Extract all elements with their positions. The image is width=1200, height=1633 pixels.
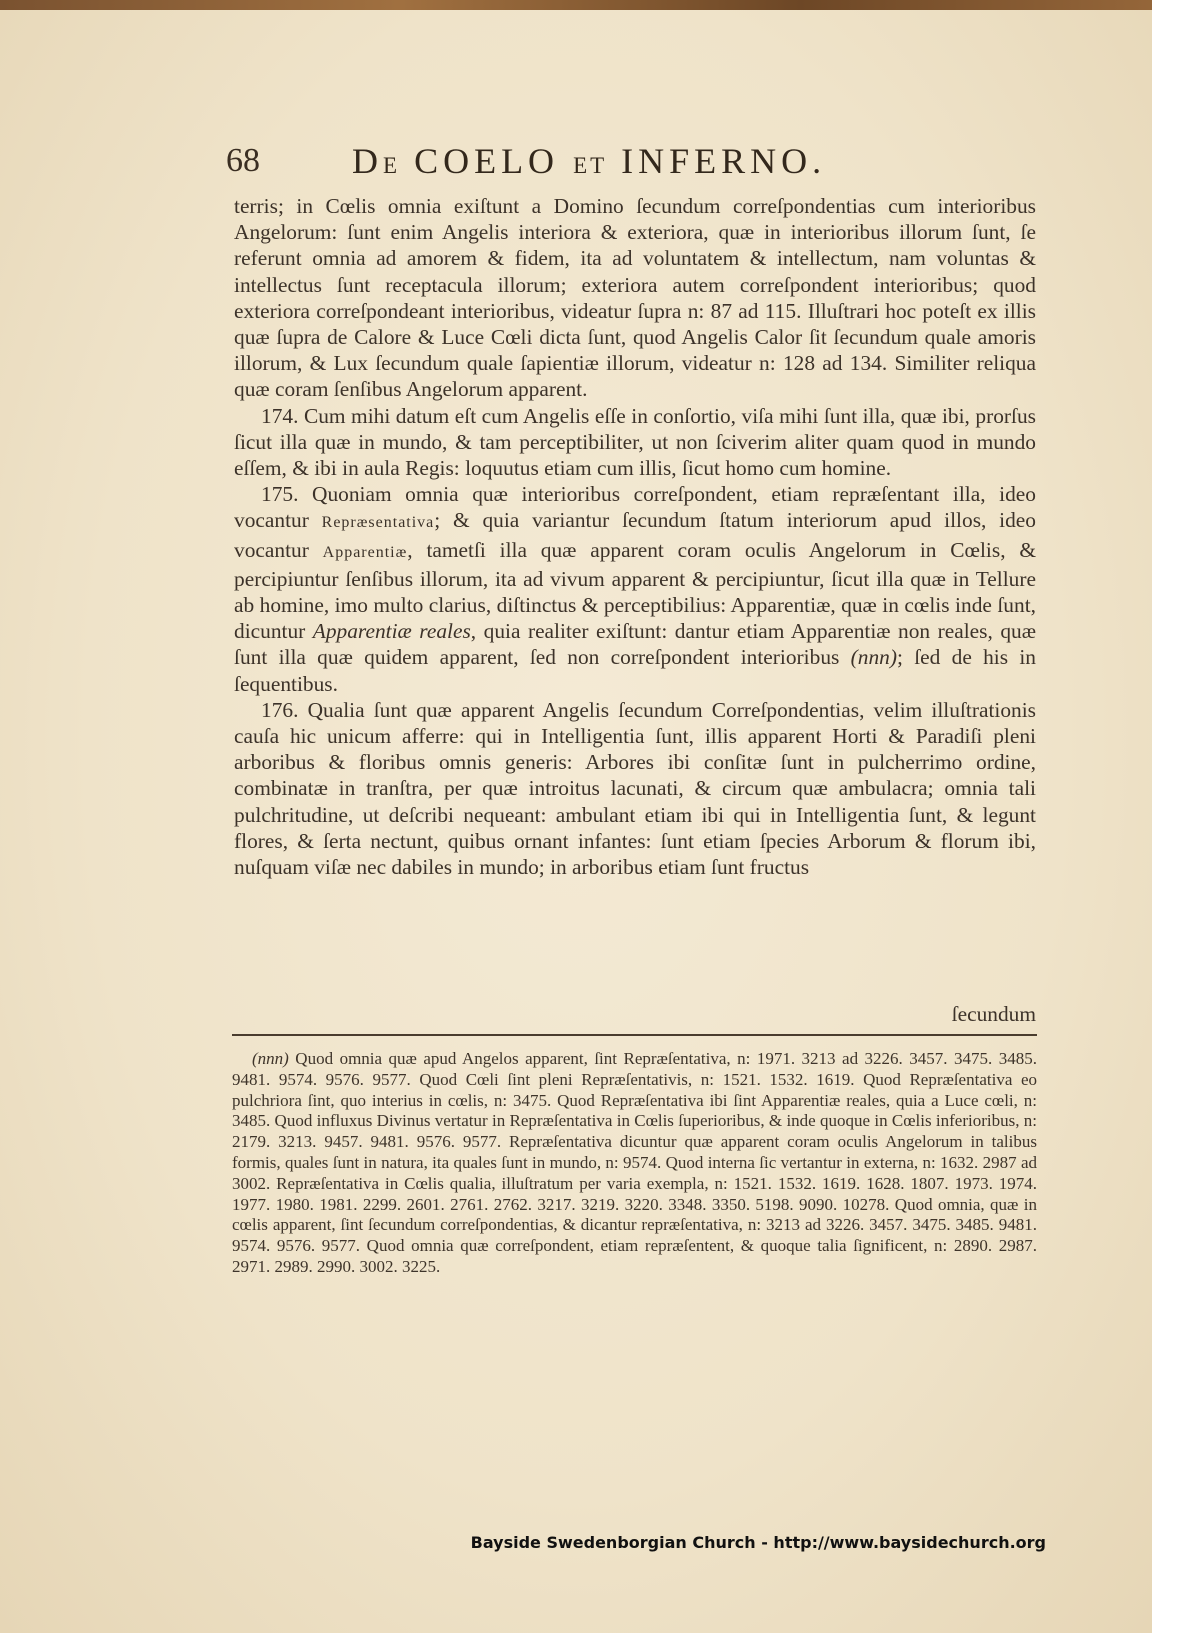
title-inferno: INFERNO. bbox=[621, 141, 827, 181]
book-edge-band bbox=[0, 0, 1200, 10]
title-coelo: COELO bbox=[414, 141, 560, 181]
term-apparentiae-reales: Apparentiæ reales bbox=[312, 619, 471, 644]
p175-text-e: , tametſi illa quæ apparent coram oculis Angelorum in Cœlis, & percipiuntur ſenſibus illorum, ita ad vivum apparent & percipiuntur, ſicut illa quæ in Tellure ab homine, imo multo clarius, diſtinctus & perceptibilius: Apparentiæ, quæ in cœlis inde ſunt, dicuntur bbox=[234, 537, 1036, 644]
catchword: ſecundum bbox=[951, 1002, 1036, 1026]
p175-text-g: , quia realiter exiſtunt: dantur etiam Apparentiæ non reales, quæ ſunt illa quæ quidem apparent, ſed non correſpondent interioribus bbox=[234, 619, 1036, 670]
running-title bbox=[352, 140, 826, 182]
footnote-paragraph bbox=[232, 1049, 1037, 1278]
paragraph-174: 174. Cum mihi datum eſt cum Angelis eſſe in conſortio, viſa mihi ſunt illa, quæ ibi, prorſus ſicut illa quæ in mundo, & tam perceptibiliter, ut non ſciverim aliter quam quod in mundo eſſem, & ibi in aula Regis: loquutus etiam cum illis, ſicut homo cum homine. bbox=[234, 403, 1036, 481]
title-de-small: E bbox=[383, 153, 401, 178]
p175-text-i: ; ſed de his in ſequentibus. bbox=[234, 645, 1036, 696]
paragraph-176: 176. Qualia ſunt quæ apparent Angelis ſecundum Correſpondentias, velim illuſtrationis cauſa hic unicum afferre: qui in Intelligentia ſunt, illis apparent Horti & Paradiſi pleni arboribus & floribus omnis generis: Arbores ibi conſitæ ſunt in pulcherrimo ordine, combinatæ in tranſtra, per quæ introitus lacunati, & circum quæ ambulacra; omnia tali pulchritudine, ut deſcribi nequeant: ambulant etiam ibi qui in Intelligentia ſunt, & legunt flores, & ſerta nectunt, quibus ornant infantes: ſunt etiam ſpecies Arborum & florum ibi, nuſquam viſæ nec dabiles in mundo; in arboribus etiam ſunt fructus bbox=[234, 697, 1036, 880]
footnote-label: (nnn) bbox=[252, 1049, 289, 1068]
footnote-block bbox=[232, 1049, 1037, 1278]
paragraph-175 bbox=[234, 481, 1036, 697]
footnote-rule bbox=[232, 1034, 1037, 1036]
source-credit: Bayside Swedenborgian Church - http://www.baysidechurch.org bbox=[470, 1533, 1046, 1552]
p175-text-c: ; & quia variantur ſecundum ſtatum interiorum apud illos, ideo vocantur bbox=[234, 508, 1036, 562]
p175-text-a: 175. Quoniam omnia quæ interioribus correſpondent, etiam repræſentant illa, ideo vocantur bbox=[234, 482, 1036, 533]
title-et: ET bbox=[573, 153, 608, 178]
footnote-reference: (nnn) bbox=[850, 645, 897, 670]
term-repraesentativa: Repræsentativa bbox=[321, 514, 435, 532]
footnote-text: Quod omnia quæ apud Angelos apparent, ſint Repræſentativa, n: 1971. 3213 ad 3226. 3457. 3475. 3485. 9481. 9574. 9576. 9577. Quod Cœli ſint pleni Repræſentativis, n: 1521. 1532. 1619. Quod Repræſentativa eo pulchriora ſint, quo interius in cœlis, n: 3475. Quod Repræſentativa ibi ſint Apparentiæ reales, quia a Luce cœli, n: 3485. Quod influxus Divinus vertatur in Repræſentativa in Cœlis ſuperioribus, & inde quoque in Cœlis inferioribus, n: 2179. 3213. 9457. 9481. 9576. 9577. Repræſentativa dicuntur quæ apparent coram oculis Angelorum in talibus formis, quales ſunt in natura, ita quales ſunt in mundo, n: 9574. Quod interna ſic vertantur in externa, n: 1632. 2987 ad 3002. Repræſentativa in Cœlis qualia, illuſtratum per varia exempla, n: 1521. 1532. 1619. 1628. 1807. 1973. 1974. 1977. 1980. 1981. 2299. 2601. 2761. 2762. 3217. 3219. 3220. 3348. 3350. 5198. 9090. 10278. Quod omnia, quæ in cœlis apparent, ſint ſecundum correſpondentias, & dicantur repræſentativa, n: 3213 ad 3226. 3457. 3475. 3485. 9481. 9574. 9576. 9577. Quod omnia quæ correſpondent, etiam repræſentent, & quoque talia ſignificent, n: 2890. 2987. 2971. 2989. 2990. 3002. 3225. bbox=[232, 1049, 1037, 1276]
paragraph-continuation: terris; in Cœlis omnia exiſtunt a Domino ſecundum correſpondentias cum interioribus Angelorum: ſunt enim Angelis interiora & exteriora, quæ in interioribus illorum ſunt, ſe referunt omnia ad amorem & fidem, ita ad voluntatem & intellectum, nam voluntas & intellectus ſunt receptacula illorum; exteriora autem correſpondent interioribus; quod exteriora correſpondeant interioribus, videatur ſupra n: 87 ad 115. Illuſtrari hoc poteſt ex illis quæ ſupra de Calore & Luce Cœli dicta ſunt, quod Angelis Calor ſit ſecundum quale amoris illorum, & Lux ſecundum quale ſapientiæ illorum, videatur n: 128 ad 134. Similiter reliqua quæ coram ſenſibus Angelorum apparent. bbox=[234, 194, 1036, 402]
title-de: D bbox=[352, 141, 383, 181]
page-number: 68 bbox=[226, 142, 260, 179]
main-text-block bbox=[234, 193, 1036, 880]
term-apparentiae: Apparentiæ bbox=[322, 543, 408, 561]
margin-strip bbox=[1152, 0, 1200, 1633]
